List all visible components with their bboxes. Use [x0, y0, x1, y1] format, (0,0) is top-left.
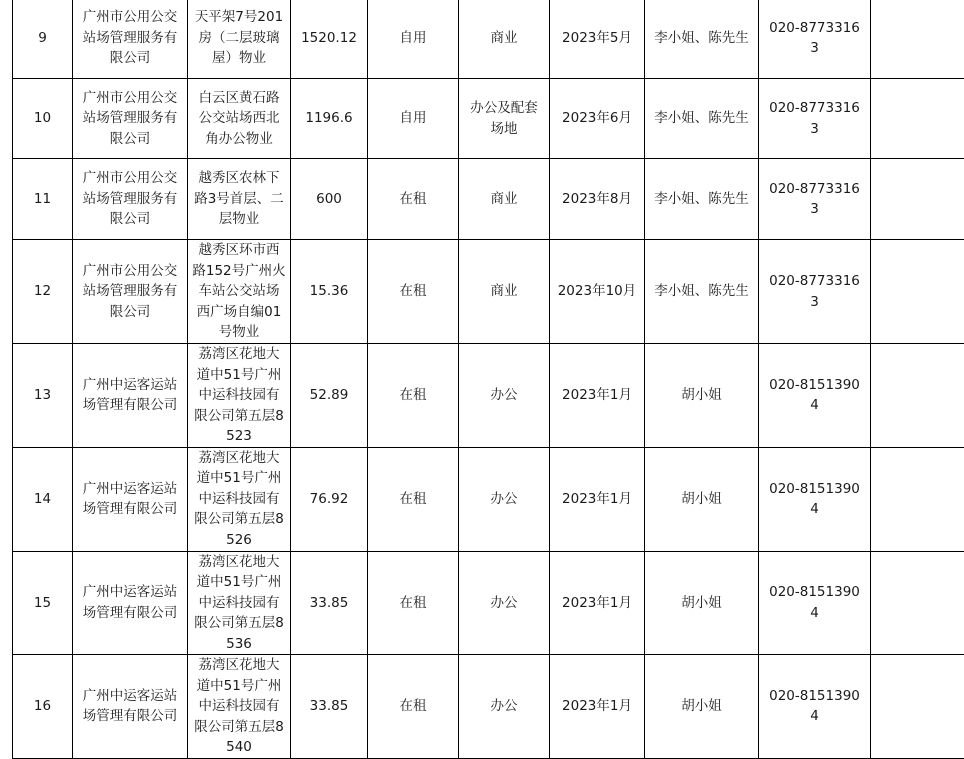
table-row	[13, 551, 964, 655]
date-cell: 2023年6月	[550, 79, 645, 159]
table-body	[13, 0, 964, 758]
phone-cell: 020-81513904	[759, 551, 871, 655]
table-row	[13, 159, 964, 240]
address-cell: 荔湾区花地大道中51号广州中运科技园有限公司第五层8526	[188, 447, 291, 551]
contact-cell: 胡小姐	[645, 447, 759, 551]
phone-cell: 020-87733163	[759, 159, 871, 240]
table-row	[13, 79, 964, 159]
address-cell: 荔湾区花地大道中51号广州中运科技园有限公司第五层8540	[188, 655, 291, 759]
area-cell: 76.92	[291, 447, 368, 551]
status-cell: 在租	[368, 344, 459, 448]
status-cell: 在租	[368, 655, 459, 759]
usage-cell: 办公	[459, 447, 550, 551]
note-cell	[871, 0, 964, 79]
date-cell: 2023年1月	[550, 655, 645, 759]
row-number-cell: 12	[13, 240, 73, 344]
usage-cell: 商业	[459, 159, 550, 240]
area-cell: 15.36	[291, 240, 368, 344]
property-table	[12, 0, 964, 759]
address-cell: 白云区黄石路公交站场西北角办公物业	[188, 79, 291, 159]
contact-cell: 李小姐、陈先生	[645, 159, 759, 240]
date-cell: 2023年1月	[550, 447, 645, 551]
note-cell	[871, 344, 964, 448]
company-cell: 广州市公用公交站场管理服务有限公司	[73, 240, 188, 344]
row-number-cell: 9	[13, 0, 73, 79]
row-number-cell: 11	[13, 159, 73, 240]
note-cell	[871, 551, 964, 655]
address-cell: 荔湾区花地大道中51号广州中运科技园有限公司第五层8523	[188, 344, 291, 448]
date-cell: 2023年8月	[550, 159, 645, 240]
usage-cell: 商业	[459, 240, 550, 344]
row-number-cell: 16	[13, 655, 73, 759]
status-cell: 在租	[368, 159, 459, 240]
address-cell: 荔湾区花地大道中51号广州中运科技园有限公司第五层8536	[188, 551, 291, 655]
area-cell: 600	[291, 159, 368, 240]
contact-cell: 胡小姐	[645, 551, 759, 655]
usage-cell: 办公及配套场地	[459, 79, 550, 159]
area-cell: 52.89	[291, 344, 368, 448]
usage-cell: 办公	[459, 344, 550, 448]
address-cell: 越秀区环市西路152号广州火车站公交站场西广场自编01号物业	[188, 240, 291, 344]
contact-cell: 胡小姐	[645, 344, 759, 448]
table-row	[13, 344, 964, 448]
address-cell: 越秀区农林下路3号首层、二层物业	[188, 159, 291, 240]
area-cell: 33.85	[291, 551, 368, 655]
contact-cell: 李小姐、陈先生	[645, 79, 759, 159]
table-row	[13, 447, 964, 551]
phone-cell: 020-81513904	[759, 447, 871, 551]
row-number-cell: 14	[13, 447, 73, 551]
usage-cell: 商业	[459, 0, 550, 79]
status-cell: 自用	[368, 0, 459, 79]
company-cell: 广州市公用公交站场管理服务有限公司	[73, 79, 188, 159]
note-cell	[871, 79, 964, 159]
date-cell: 2023年5月	[550, 0, 645, 79]
contact-cell: 胡小姐	[645, 655, 759, 759]
status-cell: 在租	[368, 447, 459, 551]
company-cell: 广州市公用公交站场管理服务有限公司	[73, 159, 188, 240]
table-row	[13, 0, 964, 79]
note-cell	[871, 447, 964, 551]
area-cell: 33.85	[291, 655, 368, 759]
company-cell: 广州中运客运站场管理有限公司	[73, 655, 188, 759]
usage-cell: 办公	[459, 551, 550, 655]
company-cell: 广州市公用公交站场管理服务有限公司	[73, 0, 188, 79]
usage-cell: 办公	[459, 655, 550, 759]
status-cell: 在租	[368, 551, 459, 655]
area-cell: 1520.12	[291, 0, 368, 79]
row-number-cell: 13	[13, 344, 73, 448]
note-cell	[871, 240, 964, 344]
row-number-cell: 10	[13, 79, 73, 159]
table-row	[13, 240, 964, 344]
phone-cell: 020-87733163	[759, 0, 871, 79]
table-row	[13, 655, 964, 759]
note-cell	[871, 159, 964, 240]
phone-cell: 020-87733163	[759, 79, 871, 159]
contact-cell: 李小姐、陈先生	[645, 0, 759, 79]
phone-cell: 020-81513904	[759, 344, 871, 448]
area-cell: 1196.6	[291, 79, 368, 159]
company-cell: 广州中运客运站场管理有限公司	[73, 344, 188, 448]
note-cell	[871, 655, 964, 759]
company-cell: 广州中运客运站场管理有限公司	[73, 551, 188, 655]
phone-cell: 020-87733163	[759, 240, 871, 344]
date-cell: 2023年10月	[550, 240, 645, 344]
status-cell: 自用	[368, 79, 459, 159]
contact-cell: 李小姐、陈先生	[645, 240, 759, 344]
date-cell: 2023年1月	[550, 551, 645, 655]
address-cell: 天平架7号201房（二层玻璃屋）物业	[188, 0, 291, 79]
row-number-cell: 15	[13, 551, 73, 655]
company-cell: 广州中运客运站场管理有限公司	[73, 447, 188, 551]
date-cell: 2023年1月	[550, 344, 645, 448]
phone-cell: 020-81513904	[759, 655, 871, 759]
status-cell: 在租	[368, 240, 459, 344]
